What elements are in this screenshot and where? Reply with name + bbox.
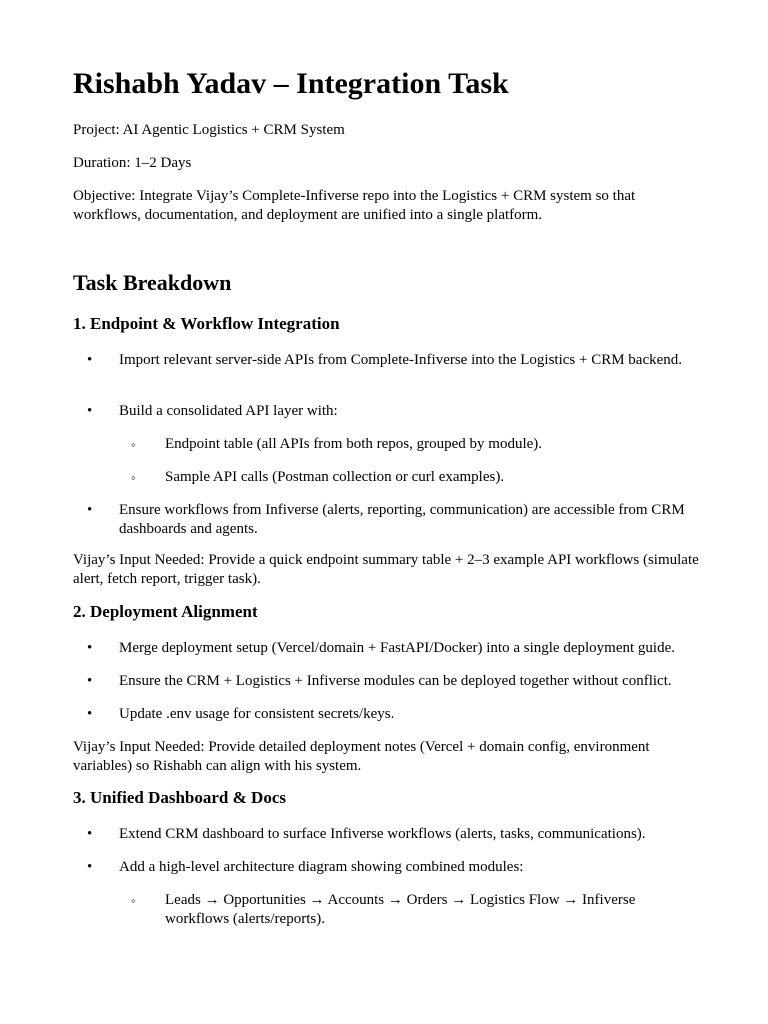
list-item: Build a consolidated API layer with: [119, 403, 338, 419]
list-item: Ensure the CRM + Logistics + Infiverse modules can be deployed together without conflict. [119, 673, 672, 689]
section-3-heading: 3. Unified Dashboard & Docs [73, 788, 286, 807]
list-item: Add a high-level architecture diagram showing combined modules: [119, 859, 524, 875]
list-item: Merge deployment setup (Vercel/domain + FastAPI/Docker) into a single deployment guide. [119, 640, 675, 656]
duration-line: Duration: 1–2 Days [73, 155, 192, 171]
list-item: Ensure workflows from Infiverse (alerts, reporting, communication) are accessible from CRM dashboards and agents. [119, 502, 685, 537]
bullet-glyph: • [87, 502, 93, 518]
list-item: Import relevant server-side APIs from Complete-Infiverse into the Logistics + CRM backend. [119, 352, 683, 368]
bullet-glyph: • [87, 706, 93, 722]
sub-bullet-glyph: ◦ [131, 893, 136, 908]
sub-list-item: Leads → Opportunities → Accounts → Orders → Logistics Flow → Infiverse workflows (alerts/reports). [165, 892, 636, 927]
bullet-glyph: • [87, 859, 93, 875]
section-1-heading: 1. Endpoint & Workflow Integration [73, 314, 340, 333]
sub-bullet-glyph: ◦ [131, 437, 136, 452]
sub-bullet-glyph: ◦ [131, 470, 136, 485]
section-2-note: Vijay’s Input Needed: Provide detailed deployment notes (Vercel + domain config, environment variables) so Rishabh can align with his system. [73, 739, 650, 774]
bullet-glyph: • [87, 640, 93, 656]
objective-paragraph: Objective: Integrate Vijay’s Complete-Infiverse repo into the Logistics + CRM system so that workflows, documentation, and deployment are unified into a single platform. [73, 188, 636, 223]
bullet-glyph: • [87, 826, 93, 842]
list-item: Extend CRM dashboard to surface Infiverse workflows (alerts, tasks, communications). [119, 826, 646, 842]
bullet-glyph: • [87, 352, 93, 368]
task-breakdown-heading: Task Breakdown [73, 270, 232, 295]
sub-list-item: Sample API calls (Postman collection or curl examples). [165, 469, 505, 485]
section-1-note: Vijay’s Input Needed: Provide a quick endpoint summary table + 2–3 example API workflows (simulate alert, fetch report, trigger task). [73, 552, 699, 587]
list-item: Update .env usage for consistent secrets/keys. [119, 706, 395, 722]
document-title: Rishabh Yadav – Integration Task [73, 67, 509, 100]
sub-list-item: Endpoint table (all APIs from both repos, grouped by module). [165, 436, 543, 452]
section-2-heading: 2. Deployment Alignment [73, 602, 258, 621]
project-line: Project: AI Agentic Logistics + CRM System [73, 122, 345, 138]
bullet-glyph: • [87, 673, 93, 689]
bullet-glyph: • [87, 403, 93, 419]
